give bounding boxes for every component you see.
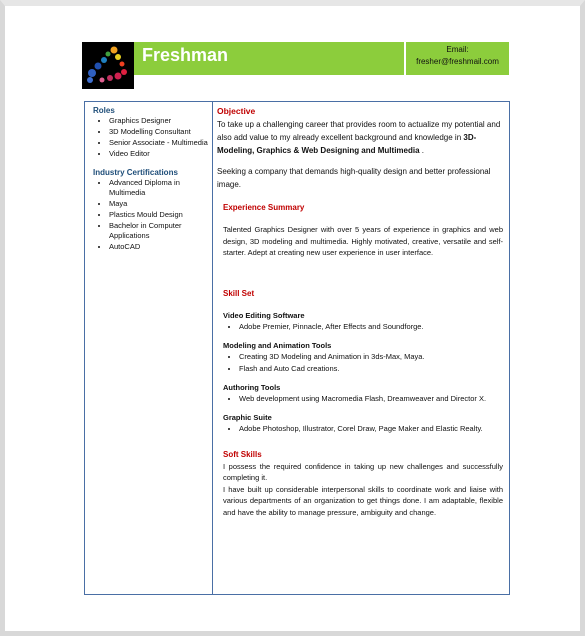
colorful-dots-logo: [82, 42, 134, 89]
role-item: • Senior Associate - Multimedia: [109, 138, 209, 148]
resume-header: [82, 42, 509, 89]
skill-item: • Creating 3D Modeling and Animation in 3ds-Max, Maya.: [239, 351, 503, 362]
cert-item: • AutoCAD: [109, 242, 209, 252]
cert-item: • Maya: [109, 199, 209, 209]
soft-skills-title: Soft Skills: [223, 449, 262, 459]
cert-item: • Bachelor in Computer Applications: [109, 221, 209, 241]
left-column: [93, 106, 209, 253]
objective-text-part: To take up a challenging career that provides room to actualize my potential and also add value to my already excellent background and knowledge in: [217, 120, 501, 142]
soft-skills-text: I possess the required confidence in taking up new challenges and successfully completing it.: [223, 461, 503, 482]
skill-item: • Adobe Photoshop, Illustrator, Corel Draw, Page Maker and Elastic Realty.: [239, 423, 503, 434]
column-divider: [212, 102, 213, 594]
logo-image: [82, 42, 134, 89]
skill-group-list: [217, 423, 503, 434]
skill-item: • Web development using Macromedia Flash, Dreamweaver and Director X.: [239, 393, 503, 404]
soft-skills-text: I have built up considerable interpersonal skills to coordinate work and liaise with various departments of an organization to get things done. I am adaptable, flexible and have the ability to manage pressure, ambiguity and change.: [223, 484, 503, 517]
objective-seeking: Seeking a company that demands high-quality design and better professional image.: [217, 167, 491, 189]
role-item: • 3D Modelling Consultant: [109, 127, 209, 137]
cert-item: • Advanced Diploma in Multimedia: [109, 178, 209, 198]
roles-title: Roles: [93, 106, 115, 115]
objective-bold-text: 3D-Modeling, Graphics & Web Designing and Multimedia: [217, 133, 477, 155]
skill-group-list: [217, 351, 503, 374]
resume-title: Freshman: [142, 45, 229, 65]
certifications-title: Industry Certifications: [93, 168, 178, 177]
skill-item: • Flash and Auto Cad creations.: [239, 363, 503, 374]
role-item: • Video Editor: [109, 149, 209, 159]
skill-group-title: Graphic Suite: [223, 412, 272, 422]
skill-group-title: Video Editing Software: [223, 310, 305, 320]
objective-title: Objective: [217, 106, 256, 116]
objective-text-end: .: [419, 146, 424, 155]
roles-list: [93, 116, 209, 159]
right-column: [217, 105, 503, 518]
title-bar: [134, 42, 404, 75]
email-label: Email:: [446, 45, 469, 54]
email-box: [404, 42, 509, 75]
certifications-list: [93, 178, 209, 252]
skill-group-list: [217, 321, 503, 332]
objective-text: [217, 118, 503, 157]
skill-group-title: Modeling and Animation Tools: [223, 340, 332, 350]
skill-group-list: [217, 393, 503, 404]
email-address[interactable]: fresher@freshmail.com: [416, 57, 499, 66]
cert-item: • Plastics Mould Design: [109, 210, 209, 220]
role-item: • Graphics Designer: [109, 116, 209, 126]
skill-item: • Adobe Premier, Pinnacle, After Effects and Soundforge.: [239, 321, 503, 332]
experience-title: Experience Summary: [223, 203, 305, 212]
experience-text: Talented Graphics Designer with over 5 years of experience in graphics and web design, 3D modeling and multimedia. Highly motivated, creative, versatile and self-starter. Adept at creating new user experience in user interface.: [223, 225, 503, 257]
skills-title: Skill Set: [223, 288, 255, 298]
resume-body: [84, 101, 510, 595]
skill-group-title: Authoring Tools: [223, 382, 281, 392]
